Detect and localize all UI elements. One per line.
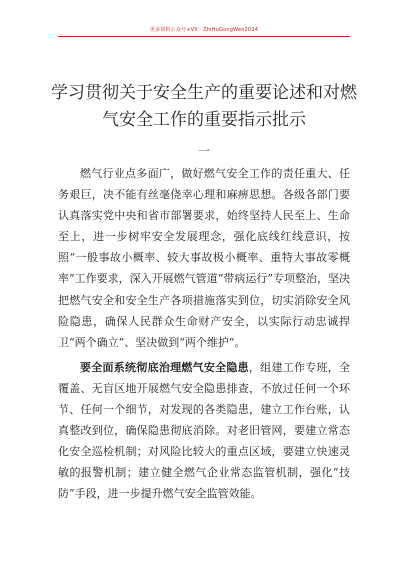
paragraph-2-text: ，组建工作专班，全覆盖、无盲区地开展燃气安全隐患排查，不放过任何一个环节、任何一个细节，对发现的各类隐患，建立工作台账，认真整改到位，确保隐患彻底消除。对老旧管网，要建立常态化安全巡检机制；对风险比较大的重点区域，要建立快速灵敏的报警机制；建立健全燃气企业常态监管机制，强化“技防”手段，进一步提升燃气安全监管效能。 (58, 360, 351, 501)
paragraph-1: 燃气行业点多面广，做好燃气安全工作的责任重大、任务艰巨，决不能有丝毫侥幸心理和麻痹思想。各级各部门要认真落实党中央和省市部署要求，始终坚持人民至上、生命至上，进一步树牢安全发展理念，强化底线红线意识，按照“一般事故小概率、较大事故极小概率、重特大事故零概率”工作要求，深入开展燃气管道“带病运行”专项整治，坚决把燃气安全和安全生产各项措施落实到位，切实消除安全风险隐患，确保人民群众生命财产安全，以实际行动忠诚捍卫“两个确立”、坚决做到“两个维护”。 (58, 167, 350, 349)
header-note: 更多资料公众号+VX：ZhiHuGongWen2024 (149, 27, 259, 33)
document-title: 学习贯彻关于安全生产的重要论述和对燃气安全工作的重要指示批示 (51, 83, 357, 130)
paragraph-2 (58, 357, 350, 505)
document-body (58, 163, 350, 509)
header-divider (58, 36, 350, 37)
paragraph-2-heading: 要全面系统彻底治理燃气安全隐患 (80, 360, 249, 374)
section-number: 一 (197, 144, 210, 158)
